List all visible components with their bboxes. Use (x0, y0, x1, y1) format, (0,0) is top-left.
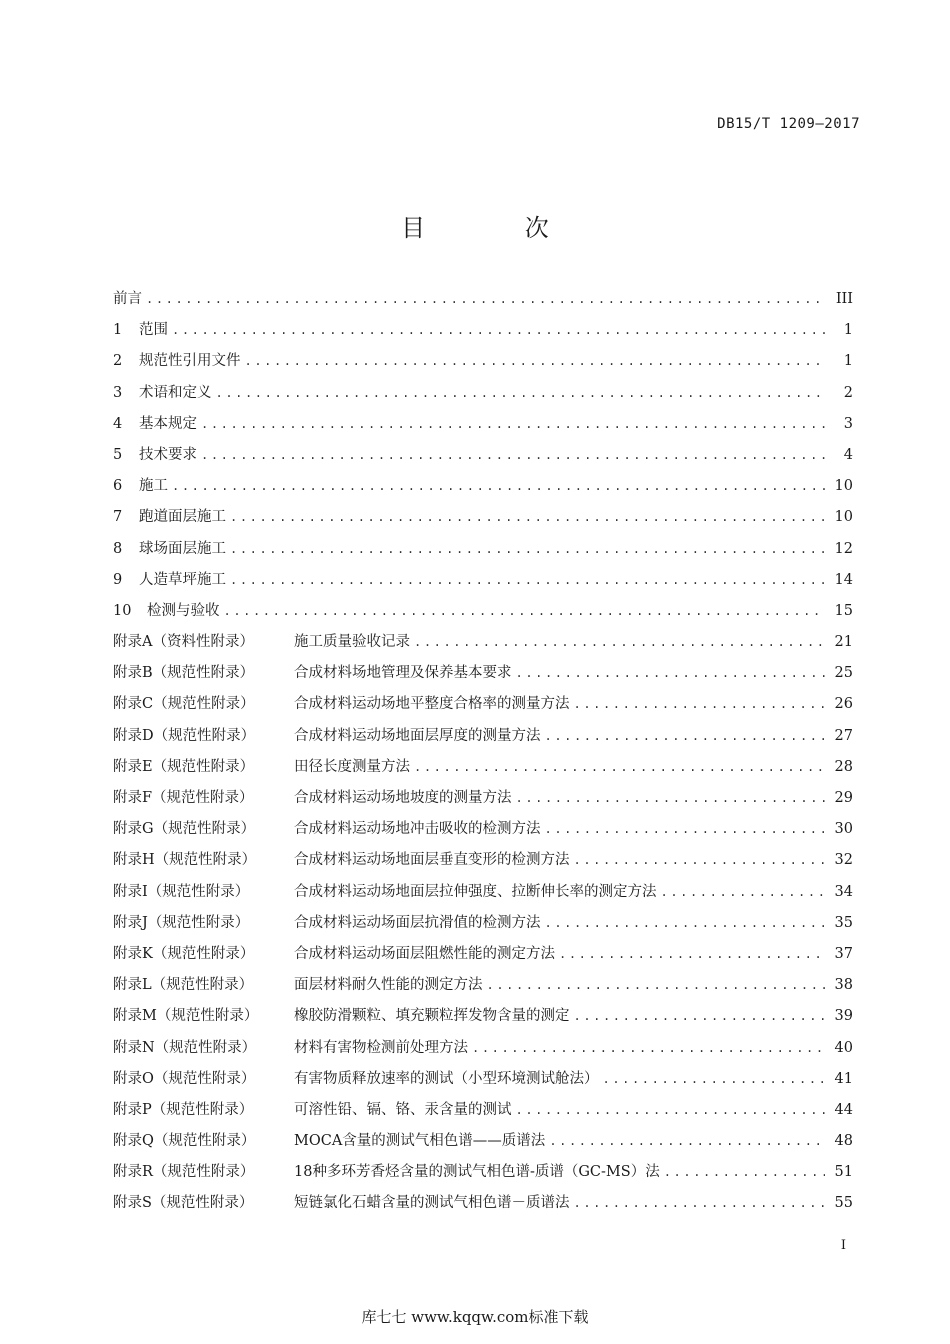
toc-dot-leader (516, 791, 826, 805)
toc-appendix-page: 27 (834, 727, 853, 744)
toc-dot-leader (574, 1196, 826, 1210)
toc-entry[interactable] (113, 287, 853, 318)
toc-appendix-label: 附录E（规范性附录） (113, 758, 255, 775)
toc-appendix-page: 55 (834, 1195, 853, 1212)
toc-entry[interactable] (113, 412, 853, 443)
toc-appendix-page: 34 (834, 883, 853, 900)
toc-entry-number: 1 (113, 322, 123, 339)
toc-entry-page: 10 (834, 509, 853, 526)
toc-appendix-title: 面层材料耐久性能的测定方法 (294, 977, 483, 994)
toc-entry[interactable] (113, 349, 853, 380)
toc-entry-page: III (835, 291, 853, 307)
toc-entry-number: 4 (113, 415, 123, 432)
toc-appendix-title: 合成材料运动场面层阻燃性能的测定方法 (294, 945, 555, 962)
toc-dot-leader (472, 1041, 825, 1055)
toc-dot-leader (549, 1134, 825, 1148)
toc-dot-leader (559, 947, 825, 961)
toc-dot-leader (545, 729, 826, 743)
toc-entry[interactable] (113, 599, 853, 630)
toc-appendix-title: 短链氯化石蜡含量的测试气相色谱－质谱法 (294, 1195, 570, 1212)
toc-dot-leader (574, 697, 826, 711)
toc-appendix-page: 28 (834, 758, 853, 775)
toc-dot-leader (172, 323, 825, 337)
toc-appendix-page: 48 (834, 1133, 853, 1150)
toc-entry-number: 8 (113, 540, 123, 557)
toc-appendix-label: 附录K（规范性附录） (113, 945, 255, 962)
toc-dot-leader (414, 635, 825, 649)
toc-entry-number: 6 (113, 478, 123, 495)
toc-appendix-entry[interactable] (113, 973, 853, 1004)
toc-dot-leader (414, 760, 825, 774)
toc-appendix-page: 25 (834, 665, 853, 682)
toc-appendix-title: 有害物质释放速率的测试（小型环境测试舱法） (294, 1070, 599, 1087)
toc-appendix-page: 29 (834, 790, 853, 806)
toc-appendix-title: 合成材料运动场地平整度合格率的测量方法 (294, 696, 570, 713)
toc-dot-leader (201, 417, 825, 431)
toc-entry-number: 7 (113, 509, 123, 526)
toc-entry-label: 检测与验收 (147, 602, 220, 619)
toc-appendix-page: 30 (834, 821, 853, 838)
toc-appendix-entry[interactable] (113, 630, 853, 661)
toc-entry-label: 基本规定 (139, 415, 197, 432)
toc-appendix-page: 41 (834, 1070, 853, 1087)
toc-entry[interactable] (113, 537, 853, 568)
toc-appendix-label: 附录F（规范性附录） (113, 790, 254, 806)
toc-title: 目 次 (401, 214, 595, 242)
toc-entry[interactable] (113, 318, 853, 349)
toc-dot-leader (516, 666, 826, 680)
toc-appendix-label: 附录N（规范性附录） (113, 1039, 257, 1056)
toc-dot-leader (574, 853, 826, 867)
toc-entry-page: 1 (843, 353, 853, 370)
toc-entry[interactable] (113, 443, 853, 474)
toc-appendix-page: 32 (834, 852, 853, 869)
toc-appendix-label: 附录S（规范性附录） (113, 1195, 254, 1212)
toc-appendix-page: 40 (834, 1039, 853, 1056)
page-number: I (840, 1238, 846, 1253)
toc-entry[interactable] (113, 474, 853, 505)
toc-entry-page: 12 (834, 540, 853, 557)
toc-dot-leader (230, 510, 825, 524)
toc-appendix-title: 合成材料场地管理及保养基本要求 (294, 665, 512, 682)
toc-appendix-entry[interactable] (113, 1191, 853, 1222)
toc-entry-label: 前言 (113, 291, 142, 307)
toc-entry-page: 1 (843, 322, 853, 339)
toc-appendix-entry[interactable] (113, 1160, 853, 1191)
document-code: DB15/T 1209—2017 (717, 116, 860, 132)
toc-appendix-entry[interactable] (113, 880, 853, 911)
toc-appendix-title: 材料有害物检测前处理方法 (294, 1039, 468, 1056)
toc-appendix-label: 附录H（规范性附录） (113, 852, 257, 869)
toc-entry-page: 14 (834, 571, 853, 588)
toc-entry-label: 人造草坪施工 (139, 571, 226, 588)
table-of-contents (113, 287, 853, 1223)
toc-appendix-entry[interactable] (113, 1098, 853, 1129)
toc-dot-leader (146, 292, 825, 306)
toc-entry-label: 球场面层施工 (139, 540, 226, 557)
toc-appendix-entry[interactable] (113, 817, 853, 848)
toc-appendix-entry[interactable] (113, 911, 853, 942)
toc-appendix-label: 附录A（资料性附录） (113, 634, 254, 651)
toc-entry-label: 技术要求 (139, 446, 197, 463)
toc-appendix-page: 38 (834, 977, 853, 994)
toc-appendix-title: 可溶性铅、镉、铬、汞含量的测试 (294, 1101, 512, 1118)
toc-appendix-label: 附录O（规范性附录） (113, 1070, 256, 1087)
toc-dot-leader (664, 1165, 825, 1179)
toc-appendix-label: 附录L（规范性附录） (113, 977, 254, 994)
toc-entry[interactable] (113, 381, 853, 412)
toc-dot-leader (216, 386, 826, 400)
toc-appendix-entry[interactable] (113, 692, 853, 723)
toc-entry-number: 10 (113, 602, 132, 619)
toc-entry-label: 范围 (139, 322, 168, 339)
toc-dot-leader (545, 916, 826, 930)
toc-dot-leader (545, 822, 826, 836)
toc-appendix-label: 附录G（规范性附录） (113, 821, 256, 838)
toc-entry-page: 4 (843, 446, 853, 463)
toc-dot-leader (230, 542, 825, 556)
toc-appendix-page: 26 (834, 696, 853, 713)
toc-appendix-title: 合成材料运动场地面层厚度的测量方法 (294, 727, 541, 744)
toc-entry[interactable] (113, 568, 853, 599)
toc-entry-number: 3 (113, 384, 123, 401)
toc-entry-page: 15 (834, 602, 853, 619)
toc-dot-leader (487, 978, 826, 992)
toc-appendix-label: 附录B（规范性附录） (113, 665, 255, 682)
toc-appendix-entry[interactable] (113, 1036, 853, 1067)
toc-dot-leader (230, 573, 825, 587)
toc-appendix-label: 附录C（规范性附录） (113, 696, 255, 713)
toc-appendix-entry[interactable] (113, 848, 853, 879)
toc-dot-leader (661, 885, 826, 899)
toc-entry-page: 3 (843, 415, 853, 432)
toc-appendix-title: 合成材料运动场面层抗滑值的检测方法 (294, 914, 541, 931)
toc-appendix-entry[interactable] (113, 661, 853, 692)
toc-appendix-page: 51 (834, 1164, 853, 1181)
toc-appendix-page: 39 (834, 1008, 853, 1025)
toc-appendix-page: 21 (834, 634, 853, 651)
toc-entry-number: 2 (113, 353, 123, 370)
toc-entry-number: 9 (113, 571, 123, 588)
toc-appendix-entry[interactable] (113, 942, 853, 973)
toc-appendix-title: 合成材料运动场地坡度的测量方法 (294, 790, 512, 806)
toc-appendix-label: 附录J（规范性附录） (113, 914, 250, 931)
toc-entry-label: 术语和定义 (139, 384, 212, 401)
toc-appendix-title: MOCA含量的测试气相色谱——质谱法 (294, 1133, 546, 1150)
toc-appendix-title: 施工质量验收记录 (294, 634, 410, 651)
toc-appendix-entry[interactable] (113, 755, 853, 786)
toc-dot-leader (201, 448, 825, 462)
toc-appendix-entry[interactable] (113, 724, 853, 755)
toc-appendix-entry[interactable] (113, 786, 853, 817)
toc-dot-leader (516, 1103, 826, 1117)
footer-watermark: 库七七 www.kqqw.com标准下载 (361, 1308, 589, 1326)
toc-appendix-page: 35 (834, 914, 853, 931)
toc-entry-label: 规范性引用文件 (139, 353, 241, 370)
toc-appendix-label: 附录Q（规范性附录） (113, 1133, 256, 1150)
toc-entry-page: 10 (834, 478, 853, 495)
toc-entry-page: 2 (843, 384, 853, 401)
toc-appendix-title: 合成材料运动场地面层垂直变形的检测方法 (294, 852, 570, 869)
toc-appendix-title: 18种多环芳香烃含量的测试气相色谱-质谱（GC-MS）法 (294, 1164, 660, 1181)
toc-dot-leader (224, 604, 826, 618)
toc-appendix-label: 附录P（规范性附录） (113, 1101, 254, 1118)
toc-entry[interactable] (113, 505, 853, 536)
toc-appendix-title: 田径长度测量方法 (294, 758, 410, 775)
toc-appendix-label: 附录I（规范性附录） (113, 883, 250, 900)
toc-appendix-title: 合成材料运动场地冲击吸收的检测方法 (294, 821, 541, 838)
toc-appendix-page: 37 (834, 945, 853, 962)
toc-appendix-page: 44 (834, 1101, 853, 1118)
toc-appendix-label: 附录R（规范性附录） (113, 1164, 255, 1181)
toc-appendix-entry[interactable] (113, 1067, 853, 1098)
toc-appendix-title: 橡胶防滑颗粒、填充颗粒挥发物含量的测定 (294, 1008, 570, 1025)
toc-appendix-entry[interactable] (113, 1004, 853, 1035)
toc-entry-label: 跑道面层施工 (139, 509, 226, 526)
toc-entry-number: 5 (113, 446, 123, 463)
toc-appendix-label: 附录D（规范性附录） (113, 727, 256, 744)
toc-entry-label: 施工 (139, 478, 168, 495)
toc-appendix-title: 合成材料运动场地面层拉伸强度、拉断伸长率的测定方法 (294, 883, 657, 900)
toc-dot-leader (172, 479, 825, 493)
toc-dot-leader (574, 1009, 826, 1023)
toc-appendix-entry[interactable] (113, 1129, 853, 1160)
toc-appendix-label: 附录M（规范性附录） (113, 1008, 259, 1025)
toc-dot-leader (603, 1072, 826, 1086)
toc-dot-leader (245, 354, 826, 368)
